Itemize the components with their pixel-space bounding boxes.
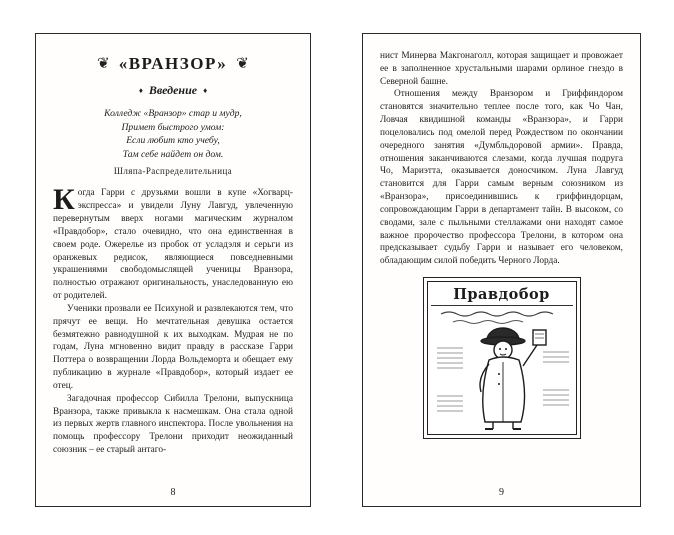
page-number-right: 9 [499,487,504,498]
paragraph: нист Минерва Макгонаголл, которая защищает и провожает ее в заполненное хрустальными шарами орлиное гнездо в Северной башне. [380,51,623,87]
section-heading-row [53,83,293,98]
paragraph: Ученики прозвали ее Психуной и развлекаются тем, что прячут ее вещи. Но мечтательная девушка остается безмятежно равнодушной к их выходкам. Мудрая не по годам, Луна мгновенно видит правду в рассказе Гарри Поттера о возвращении Лорда Вольдеморта и обещает ему публикацию в журнале «Правдобор», который издает ее отец. [53,303,293,391]
dropcap-letter: К [53,183,75,217]
paragraph [53,183,293,302]
wizard-figure-drawing [431,306,575,432]
magazine-title: Правдобор [431,286,573,306]
page-right [362,33,641,507]
body-text-left [53,183,293,456]
epigraph [53,107,293,161]
page-left [35,33,311,507]
paragraph: Загадочная профессор Сибилла Трелони, выпускница Вранзора, также привыкла к насмешкам. Она стала одной из первых жертв главного инспектора. После увольнения на помощь профессору Трелони приходит неожиданный союзник – ее старый антаго- [53,393,293,455]
epigraph-line: Если любит кто учебу, [126,135,220,147]
epigraph-attribution: Шляпа-Распределительница [113,166,233,177]
section-heading: Введение [148,83,198,97]
paragraph-text: огда Гарри с друзьями вошли в купе «Хогварц-экспресса» и увидели Луну Лавгуд, увлеченную перевернутым вверх ногами магическим журналом «Правдобор», стало очевидно, что она единственная в своем роде. Ожерелье из пробок от усладэля и серьги из оранжевых редисок, являющиеся повседневными украшениями свободомыслящей ученицы Вранзора, полностью отражают оригинальность, унаследованную ею от родителей. [53,188,293,302]
page-number-left: 8 [170,487,176,498]
diamond-left-icon: ♦ [138,85,143,95]
body-text-right [380,50,623,268]
ornament-left-icon: ❦ [97,55,110,72]
chapter-title: «ВРАНЗОР» [118,54,228,73]
epigraph-line: Там себе найдет он дом. [122,148,224,160]
quibbler-illustration [423,277,581,439]
paragraph: Отношения между Вранзором и Гриффиндором становятся значительно теплее после того, как Чо Чан, Ловчая квидишной команды «Вранзора», и Гарри поцеловались под омелой перед Рождеством по окончании очередного занятия «Думбльдоровой армии». Правда, отношения заканчиваются слезами, когда лучшая подруга Чо, Мариэтта, оказывается доносчиком. Луна Лавгуд становится для Гарри самым верным союзником из «Вранзора», присоединившись к гриффиндорцам, сопровождающим Гарри в департамент тайн. В высоком, со сводами, зале с пыльными стеллажами они находят самое важное пророчество профессора Трелони, в котором она предсказывает судьбу Гарри и называет его человеком, обладающим силой победить Черного Лорда. [380,89,623,267]
illustration-frame [427,281,577,435]
diamond-right-icon: ♦ [203,85,208,95]
epigraph-line: Примет быстрого умом: [121,121,225,133]
ornament-right-icon: ❦ [236,55,249,72]
chapter-title-row [53,54,293,74]
epigraph-line: Колледж «Вранзор» стар и мудр, [104,108,242,119]
